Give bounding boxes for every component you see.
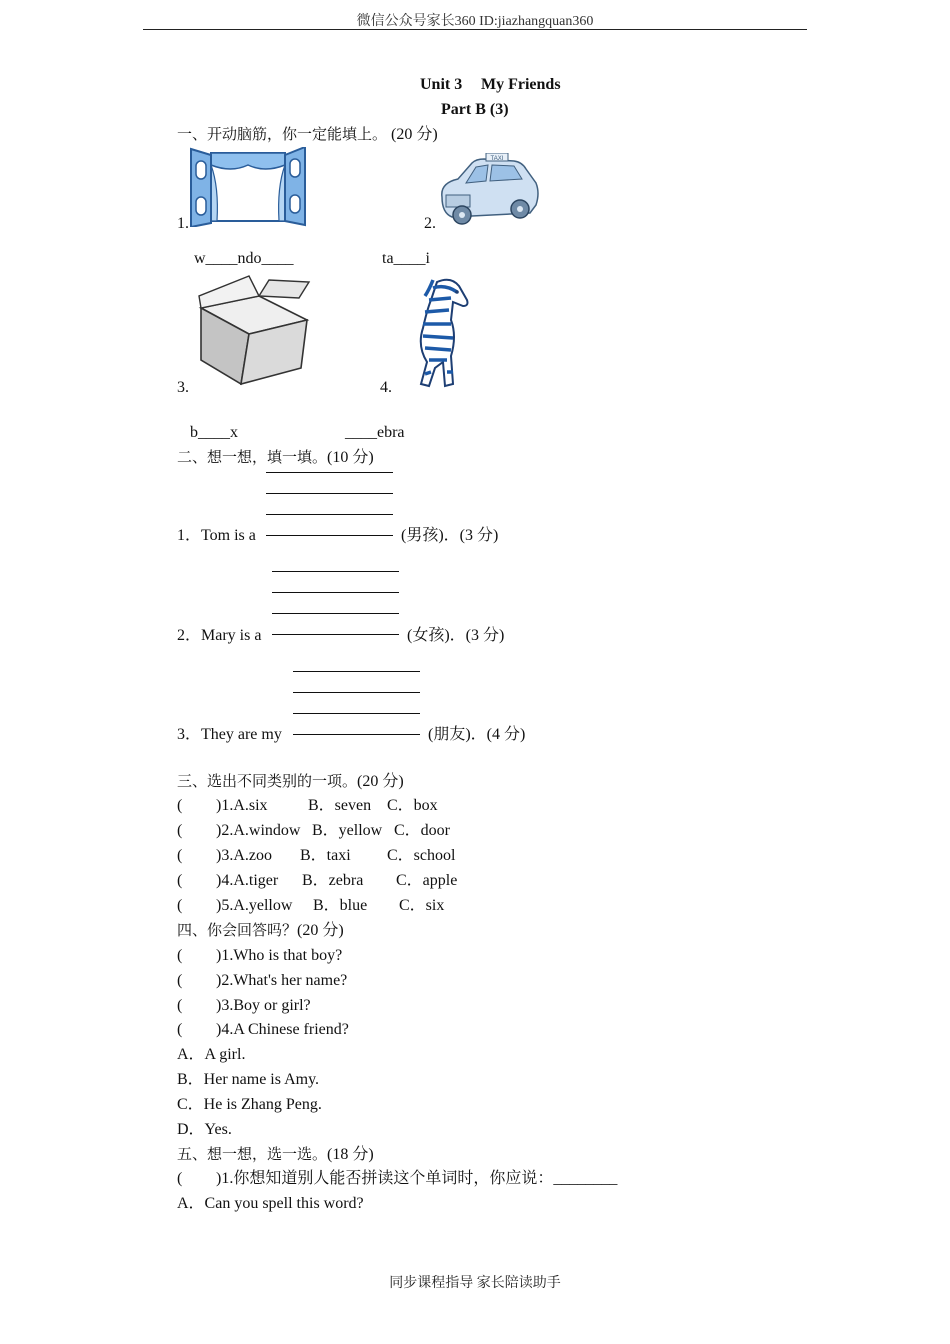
s3-q3-option-c: C．school — [387, 847, 456, 864]
s1-item3-number: 3. — [177, 379, 189, 396]
s4-q3-text: )3.Boy or girl? — [216, 997, 311, 1014]
s3-q5-option-b: B．blue — [313, 897, 368, 914]
s2-item3-writing-line — [293, 671, 420, 672]
section3-heading: 三、选出不同类别的一项。(20 分) — [177, 772, 404, 790]
s3-q2-option-b: B．yellow — [312, 822, 383, 839]
header-watermark: 微信公众号家长360 ID:jiazhangquan360 — [356, 14, 594, 29]
s3-q2-option-a: )2.A.window — [216, 822, 301, 839]
s2-item1-writing-line — [266, 472, 393, 473]
taxi-icon — [436, 153, 542, 229]
s2-item3-writing-line — [293, 713, 420, 714]
header-divider — [143, 29, 807, 30]
s2-item1-answer-line[interactable] — [266, 535, 393, 536]
s2-item2-answer-line[interactable] — [272, 634, 399, 635]
s1-item4-number: 4. — [380, 379, 392, 396]
s3-q4-option-c: C．apple — [396, 872, 458, 889]
s3-q3-paren[interactable]: ( — [177, 847, 183, 864]
s5-q1-option-a: A．Can you spell this word? — [177, 1195, 364, 1212]
s4-q1-paren[interactable]: ( — [177, 947, 183, 964]
s4-answer-c: C．He is Zhang Peng. — [177, 1096, 322, 1113]
s2-item3-answer-line[interactable] — [293, 734, 420, 735]
s2-item2-writing-line — [272, 613, 399, 614]
taxi-sign: TAXI — [490, 156, 504, 162]
s4-q4-text: )4.A Chinese friend? — [216, 1021, 349, 1038]
s1-item1-blank: w____ndo____ — [194, 250, 294, 267]
unit-name: My Friends — [481, 76, 561, 93]
s1-item1-number: 1. — [177, 215, 189, 232]
s2-item2-writing-line — [272, 592, 399, 593]
s1-item4-blank: ____ebra — [345, 424, 405, 441]
s3-q2-paren[interactable]: ( — [177, 822, 183, 839]
box-icon — [189, 272, 327, 390]
s3-q2-option-c: C．door — [394, 822, 451, 839]
s2-item1-hint: (男孩)．(3 分) — [401, 527, 499, 544]
s2-item2-hint: (女孩)．(3 分) — [407, 627, 505, 644]
s4-answer-a: A．A girl. — [177, 1046, 246, 1063]
zebra-icon — [407, 276, 475, 390]
s2-item3-writing-line — [293, 692, 420, 693]
unit-label: Unit 3 — [420, 76, 463, 93]
s2-item3-prefix: 3．They are my — [177, 726, 282, 743]
s4-q2-text: )2.What's her name? — [216, 972, 348, 989]
window-icon — [189, 147, 307, 227]
s3-q1-paren[interactable]: ( — [177, 797, 183, 814]
s1-item2-number: 2. — [424, 215, 436, 232]
s5-q1-paren[interactable]: ( — [177, 1170, 183, 1187]
s2-item3-hint: (朋友)．(4 分) — [428, 726, 526, 743]
s3-q1-option-b: B．seven — [308, 797, 372, 814]
s2-item2-prefix: 2．Mary is a — [177, 627, 262, 644]
s4-answer-d: D．Yes. — [177, 1121, 232, 1138]
s2-item2-writing-line — [272, 571, 399, 572]
s4-q3-paren[interactable]: ( — [177, 997, 183, 1014]
s2-item1-writing-line — [266, 493, 393, 494]
section1-heading: 一、开动脑筋，你一定能填上。 (20 分) — [177, 125, 438, 143]
s3-q3-option-b: B．taxi — [300, 847, 351, 864]
footer-text: 同步课程指导 家长陪读助手 — [389, 1276, 561, 1291]
s2-item1-writing-line — [266, 514, 393, 515]
s3-q1-option-c: C．box — [387, 797, 438, 814]
s3-q1-option-a: )1.A.six — [216, 797, 268, 814]
section2-heading: 二、想一想，填一填。(10 分) — [177, 448, 374, 466]
s3-q5-option-a: )5.A.yellow — [216, 897, 293, 914]
s3-q4-option-b: B．zebra — [302, 872, 364, 889]
s5-q1-text: )1.你想知道别人能否拼读这个单词时，你应说：________ — [216, 1170, 618, 1187]
s4-q4-paren[interactable]: ( — [177, 1021, 183, 1038]
s3-q5-option-c: C．six — [399, 897, 445, 914]
section5-heading: 五、想一想，选一选。(18 分) — [177, 1145, 374, 1163]
s3-q4-paren[interactable]: ( — [177, 872, 183, 889]
s1-item3-blank: b____x — [190, 424, 238, 441]
s3-q3-option-a: )3.A.zoo — [216, 847, 272, 864]
section4-heading: 四、你会回答吗？(20 分) — [177, 921, 344, 939]
s1-item2-blank: ta____i — [382, 250, 430, 267]
s3-q5-paren[interactable]: ( — [177, 897, 183, 914]
s4-answer-b: B．Her name is Amy. — [177, 1071, 320, 1088]
s4-q1-text: )1.Who is that boy? — [216, 947, 343, 964]
s3-q4-option-a: )4.A.tiger — [216, 872, 279, 889]
s2-item1-prefix: 1．Tom is a — [177, 527, 256, 544]
part-label: Part B (3) — [441, 101, 509, 118]
s4-q2-paren[interactable]: ( — [177, 972, 183, 989]
